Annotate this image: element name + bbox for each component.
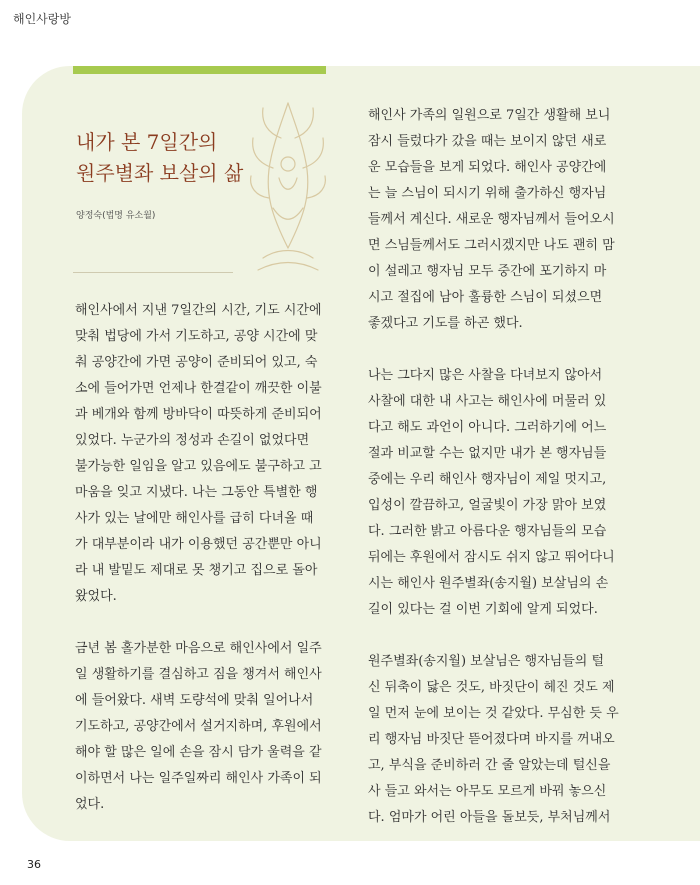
text-line: 원주별좌(송지월) 보살님은 행자님들의 털 (368, 654, 605, 669)
text-line: 좋겠다고 기도를 하곤 했다. (368, 316, 523, 331)
text-line: 기도하고, 공양간에서 설거지하며, 후원에서 (75, 719, 322, 734)
text-line: 신 뒤축이 닳은 것도, 바짓단이 헤진 것도 제 (368, 680, 615, 695)
text-line: 리 행자님 바짓단 뜯어졌다며 바지를 꺼내오 (368, 732, 615, 747)
text-line: 가 대부분이라 내가 이용했던 공간뿐만 아니 (75, 537, 322, 552)
text-line: 다고 해도 과언이 아니다. 그러하기에 어느 (368, 420, 607, 435)
text-line: 었다. (75, 797, 105, 812)
text-line: 맞춰 법당에 가서 기도하고, 공양 시간에 맞 (75, 329, 318, 344)
text-line: 해인사에서 지낸 7일간의 시간, 기도 시간에 (75, 303, 322, 318)
text-line: 춰 공양간에 가면 공양이 준비되어 있고, 숙 (75, 355, 318, 370)
title-line-1: 내가 본 7일간의 (76, 130, 218, 154)
text-line: 이하면서 나는 일주일짜리 해인사 가족이 되 (75, 771, 322, 786)
text-line: 중에는 우리 해인사 행자님이 제일 멋지고, (368, 472, 607, 487)
page-number: 36 (27, 858, 41, 871)
text-line: 왔었다. (75, 589, 117, 604)
text-line: 잠시 들렀다가 갔을 때는 보이지 않던 새로 (368, 134, 607, 149)
text-line: 해야 할 많은 일에 손을 잠시 담가 울력을 같 (75, 745, 322, 760)
text-line: 일 먼저 눈에 보이는 것 같았다. 무심한 듯 우 (368, 706, 619, 721)
text-line: 입성이 깔끔하고, 얼굴빛이 가장 맑아 보였 (368, 498, 607, 513)
text-line: 일 생활하기를 결심하고 짐을 챙겨서 해인사 (75, 667, 322, 682)
text-line: 소에 들어가면 언제나 한결같이 깨끗한 이불 (75, 381, 322, 396)
text-line: 마움을 잊고 지냈다. 나는 그동안 특별한 행 (75, 485, 318, 500)
text-line: 들께서 계신다. 새로운 행자님께서 들어오시 (368, 212, 615, 227)
text-line: 이 설레고 행자님 모두 중간에 포기하지 마 (368, 264, 607, 279)
paragraph (75, 636, 327, 818)
text-line: 사가 있는 날에만 해인사를 급히 다녀올 때 (75, 511, 314, 526)
text-line: 있었다. 누군가의 정성과 손길이 없었다면 (75, 433, 310, 448)
title-divider (73, 272, 233, 273)
left-column (75, 298, 327, 818)
article-title (76, 127, 243, 189)
text-line: 과 베개와 함께 방바닥이 따뜻하게 준비되어 (75, 407, 322, 422)
byline: 양정숙(법명 유소월) (76, 211, 156, 221)
text-line: 는 늘 스님이 되시기 위해 출가하신 행자님 (368, 186, 607, 201)
text-line: 고, 부식을 준비하러 간 줄 알았는데 털신을 (368, 758, 611, 773)
text-line: 시고 절집에 남아 훌륭한 스님이 되셨으면 (368, 290, 603, 305)
paragraph (75, 298, 327, 610)
text-line: 시는 해인사 원주별좌(송지월) 보살님의 손 (368, 576, 609, 591)
text-line: 사찰에 대한 내 사고는 해인사에 머물러 있 (368, 394, 607, 409)
text-line: 불가능한 일임을 알고 있음에도 불구하고 고 (75, 459, 322, 474)
text-line: 면 스님들께서도 그러시겠지만 나도 괜히 맘 (368, 238, 615, 253)
bodhisattva-illustration (243, 98, 333, 274)
text-line: 다. 그러한 밝고 아름다운 행자님들의 모습 (368, 524, 607, 539)
text-line: 사 들고 와서는 아무도 모르게 바꿔 놓으신 (368, 784, 607, 799)
paragraph (368, 649, 620, 831)
accent-bar (73, 66, 326, 74)
paragraph (368, 103, 620, 337)
right-column (368, 103, 620, 831)
running-head: 해인사랑방 (13, 12, 71, 26)
text-line: 길이 있다는 걸 이번 기회에 알게 되었다. (368, 602, 598, 617)
text-line: 운 모습들을 보게 되었다. 해인사 공양간에 (368, 160, 607, 175)
text-line: 라 내 발밑도 제대로 못 챙기고 집으로 돌아 (75, 563, 318, 578)
paragraph (368, 363, 620, 623)
text-line: 에 들어왔다. 새벽 도량석에 맞춰 일어나서 (75, 693, 314, 708)
text-line: 뒤에는 후원에서 잠시도 쉬지 않고 뛰어다니 (368, 550, 615, 565)
text-line: 해인사 가족의 일원으로 7일간 생활해 보니 (368, 108, 611, 123)
text-line: 다. 엄마가 어린 아들을 돌보듯, 부처님께서 (368, 810, 611, 825)
text-line: 금년 봄 홀가분한 마음으로 해인사에서 일주 (75, 641, 322, 656)
text-line: 절과 비교할 수는 없지만 내가 본 행자님들 (368, 446, 607, 461)
title-line-2: 원주별좌 보살의 삶 (76, 161, 244, 185)
text-line: 나는 그다지 많은 사찰을 다녀보지 않아서 (368, 368, 603, 383)
